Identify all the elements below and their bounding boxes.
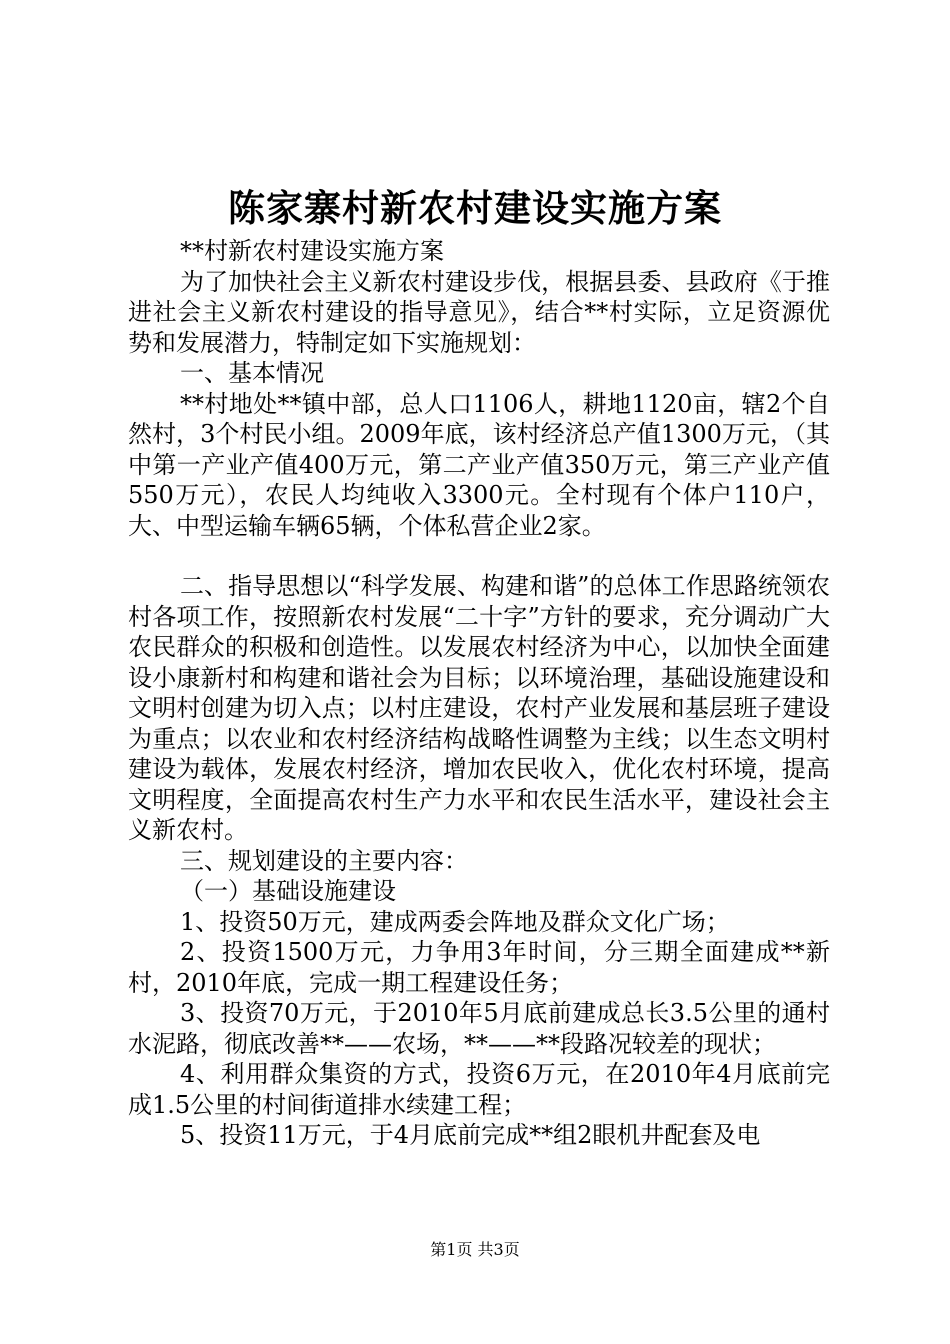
paragraph-intro: 为了加快社会主义新农村建设步伐，根据县委、县政府《于推进社会主义新农村建设的指导意见》，结合**村实际，立足资源优势和发展潜力，特制定如下实施规划： xyxy=(128,267,830,357)
list-item-1: 1、投资50万元，建成两委会阵地及群众文化广场； xyxy=(180,907,730,936)
heading-infrastructure: （一）基础设施建设 xyxy=(180,877,396,905)
page-title: 陈家寨村新农村建设实施方案 xyxy=(228,186,722,230)
heading-basic-situation: 一、基本情况 xyxy=(180,359,324,387)
paragraph-subtitle: **村新农村建设实施方案 xyxy=(180,237,444,265)
paragraph-basic-situation: **村地处**镇中部，总人口1106人，耕地1120亩，辖2个自然村，3个村民小组。2009年底，该村经济总产值1300万元，（其中第一产业产值400万元，第二产业产值350万元，第三产业产值550万元），农民人均纯收入3300元。全村现有个体户110户，大、中型运输车辆65辆，个体私营企业2家。 xyxy=(128,389,830,540)
paragraph-guiding-ideology: 二、指导思想以“科学发展、构建和谐”的总体工作思路统领农村各项工作，按照新农村发展“二十字”方针的要求，充分调动广大农民群众的积极和创造性。以发展农村经济为中心，以加快全面建设小康新村和构建和谐社会为目标；以环境治理，基础设施建设和文明村创建为切入点；以村庄建设，农村产业发展和基层班子建设为重点；以农业和农村经济结构战略性调整为主线；以生态文明村建设为载体，发展农村经济，增加农民收入，优化农村环境，提高文明程度，全面提高农村生产力水平和农民生活水平，建设社会主义新农村。 xyxy=(128,572,830,844)
heading-main-content: 三、规划建设的主要内容： xyxy=(180,846,468,875)
list-item-5: 5、投资11万元，于4月底前完成**组2眼机井配套及电 xyxy=(180,1121,761,1149)
page-number-footer: 第1页 共3页 xyxy=(430,1240,520,1259)
paragraph-spacer xyxy=(128,541,830,571)
list-item-2: 2、投资1500万元，力争用3年时间，分三期全面建成**新村，2010年底，完成一期工程建设任务； xyxy=(128,938,830,997)
document-body xyxy=(128,236,830,1151)
list-item-4: 4、利用群众集资的方式，投资6万元，在2010年4月底前完成1.5公里的村间街道排水续建工程； xyxy=(128,1060,830,1119)
list-item-3: 3、投资70万元，于2010年5月底前建成总长3.5公里的通村水泥路，彻底改善**——农场，**——**段路况较差的现状； xyxy=(128,999,830,1058)
